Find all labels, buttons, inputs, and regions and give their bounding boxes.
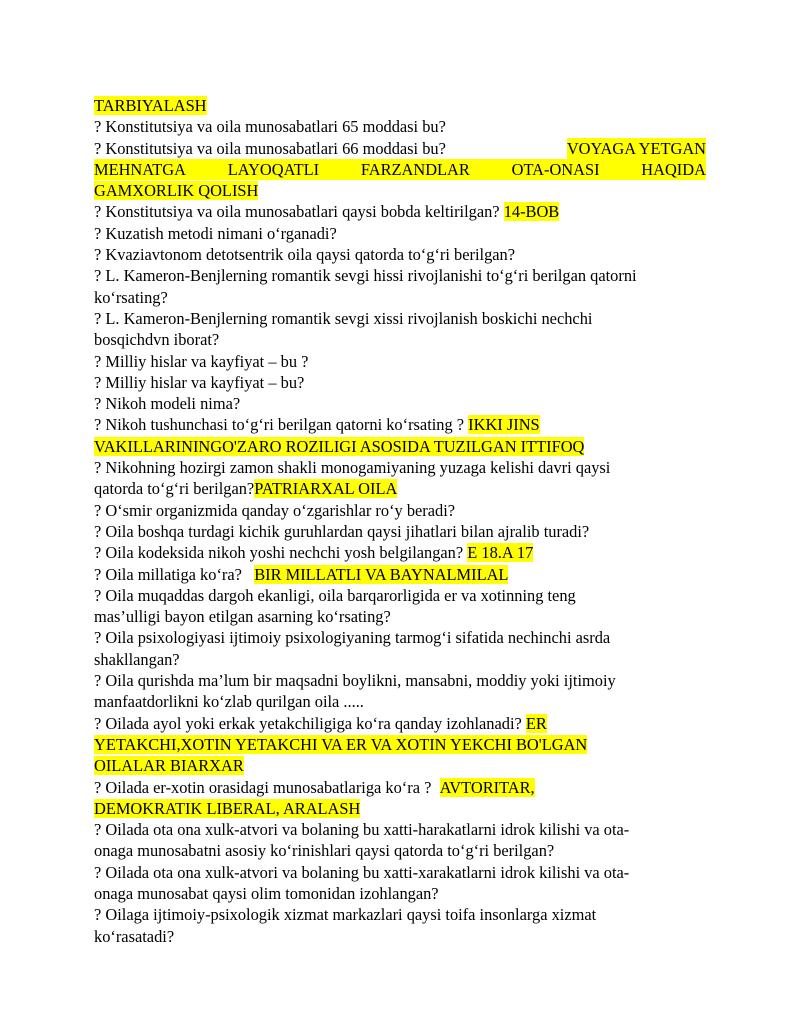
answer-word: FARZANDLAR [360,159,470,179]
answer-word: OTA-ONASI [511,159,600,179]
text-line: ko‘rasatadi? [94,926,175,946]
answer-highlight: AVTORITAR, [439,777,535,797]
question-text: ? Oila kodeksida nikoh yoshi nechchi yosh belgilangan? [94,543,464,563]
answer-word: LAYOQATLI [227,159,320,179]
question-line: ? Oila psixologiyasi ijtimoiy psixologiyaning tarmog‘i sifatida nechinchi asrda [94,628,611,648]
answer-highlight: 14-BOB [503,202,560,222]
question-line: ? Kvaziavtonom detotsentrik oila qaysi qatorda to‘g‘ri berilgan? [94,245,516,265]
text-line [94,478,706,499]
question-line [94,542,706,563]
answer-highlight: BIR MILLATLI VA BAYNALMILAL [254,564,509,584]
answer-word: MEHNATGA [94,159,186,179]
text-line: onaga munosabatni asosiy ko‘rinishlari qaysi qatorda to‘g‘ri berilgan? [94,841,555,861]
question-line: ? Nikohning hozirgi zamon shakli monogamiyaning yuzaga kelishi davri qaysi [94,458,611,478]
answer-highlight: GAMXORLIK QOLISH [94,181,259,201]
text-line [94,95,706,116]
text-line [94,755,706,776]
question-line: ? Oilada ota ona xulk-atvori va bolaning bu xatti-xarakatlarni idrok kilishi va ota- [94,862,630,882]
question-line [94,201,706,222]
answer-highlight: ER [525,713,547,733]
answer-highlight: PATRIARXAL OILA [254,479,398,499]
question-line: ? Konstitutsiya va oila munosabatlari 65 moddasi bu? [94,117,446,137]
question-text: ? Konstitutsiya va oila munosabatlari qaysi bobda keltirilgan? [94,202,500,222]
answer-highlight: DEMOKRATIK LIBERAL, ARALASH [94,798,361,818]
question-text: ? Oilada er-xotin orasidagi munosabatlariga ko‘ra ? [94,777,432,797]
question-line: ? Oila boshqa turdagi kichik guruhlardan qaysi jihatlari bilan ajralib turadi? [94,521,590,541]
answer-highlight: YETAKCHI,XOTIN YETAKCHI VA ER VA XOTIN YEKCHI BO'LGAN [94,734,588,754]
answer-highlight: VOYAGA YETGAN [566,138,706,158]
text-line: mas’ulligi bayon etilgan asarning ko‘rsating? [94,607,391,627]
answer-highlight: IKKI JINS [468,415,540,435]
text-line: bosqichdvn iborat? [94,330,220,350]
question-text: ? Konstitutsiya va oila munosabatlari 66 moddasi bu? [94,138,446,158]
question-line: ? O‘smir organizmida qanday o‘zgarishlar ro‘y beradi? [94,500,456,520]
text-line: ko‘rsating? [94,287,168,307]
question-text: qatorda to‘g‘ri berilgan? [94,479,255,499]
question-line: ? Milliy hislar va kayfiyat – bu? [94,372,305,392]
text-line [94,798,706,819]
question-line [94,564,706,585]
question-line [94,414,706,435]
question-text: ? Oilada ayol yoki erkak yetakchiligiga ko‘ra qanday izohlanadi? [94,713,522,733]
text-line: manfaatdorlikni ko‘zlab qurilgan oila ..... [94,692,364,712]
question-line: ? L. Kameron-Benjlerning romantik sevgi hissi rivojlanishi to‘g‘ri berilgan qatorni [94,266,637,286]
question-line [94,713,706,734]
answer-highlight: OILALAR BIARXAR [94,756,244,776]
answer-line [94,159,706,180]
text-line: shakllangan? [94,649,180,669]
text-line [94,180,706,201]
question-line: ? Oila muqaddas dargoh ekanligi, oila barqarorligida er va xotinning teng [94,585,576,605]
question-line: ? L. Kameron-Benjlerning romantik sevgi xissi rivojlanish boskichi nechchi [94,308,593,328]
document-body [94,95,706,947]
question-line [94,138,706,159]
text-line: onaga munosabat qaysi olim tomonidan izohlangan? [94,883,439,903]
text-line [94,436,706,457]
answer-highlight: TARBIYALASH [94,96,207,115]
question-line: ? Milliy hislar va kayfiyat – bu ? [94,351,309,371]
question-line: ? Oilaga ijtimoiy-psixologik xizmat markazlari qaysi toifa insonlarga xizmat [94,905,597,925]
question-line: ? Kuzatish metodi nimani o‘rganadi? [94,223,337,243]
question-line: ? Oila qurishda ma’lum bir maqsadni boylikni, mansabni, moddiy yoki ijtimoiy [94,671,616,691]
question-line: ? Oilada ota ona xulk-atvori va bolaning bu xatti-harakatlarni idrok kilishi va ota- [94,820,630,840]
question-line: ? Nikoh modeli nima? [94,394,241,414]
question-text: ? Oila millatiga ko‘ra? [94,564,242,584]
answer-highlight: E 18.A 17 [467,543,534,563]
question-line [94,777,706,798]
answer-highlight: VAKILLARININGO'ZARO ROZILIGI ASOSIDA TUZILGAN ITTIFOQ [94,436,585,456]
question-text: ? Nikoh tushunchasi to‘g‘ri berilgan qatorni ko‘rsating ? [94,415,465,435]
answer-word: HAQIDA [641,159,706,179]
text-line [94,734,706,755]
